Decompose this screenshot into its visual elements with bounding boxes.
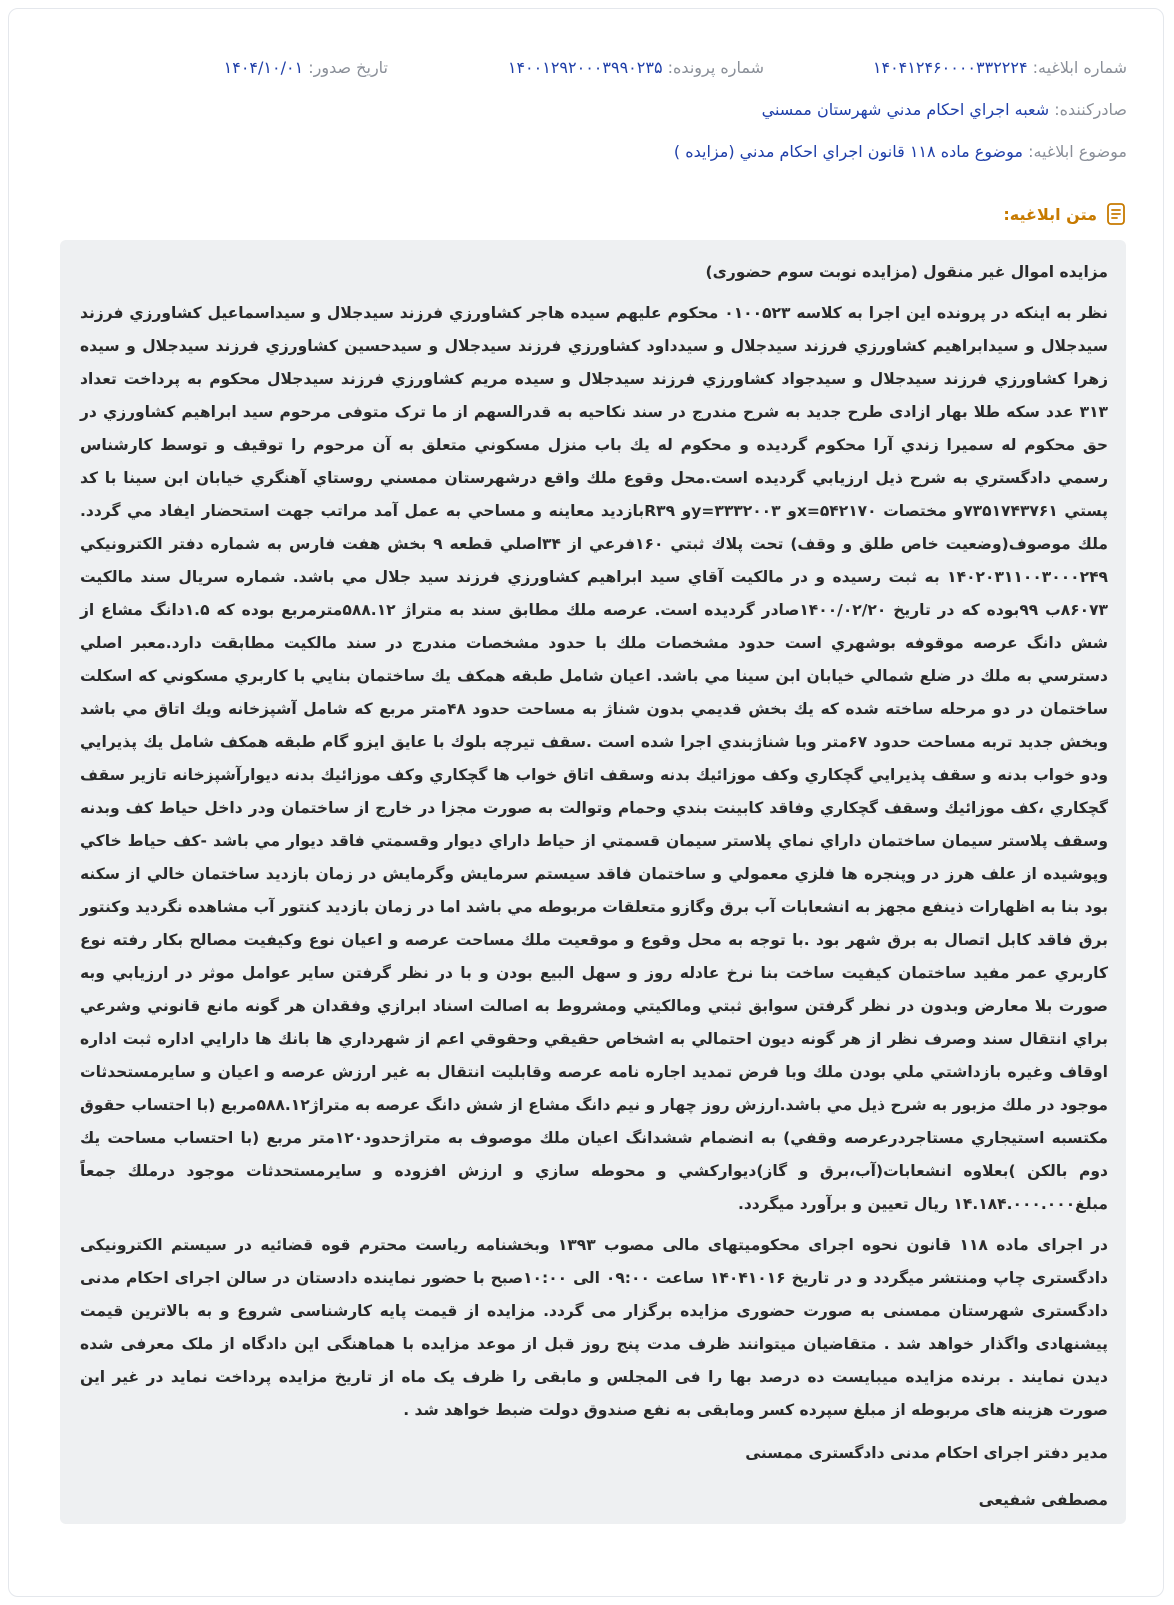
notice-text-header — [1003, 200, 1127, 228]
subject-label: موضوع ابلاغیه: — [1028, 142, 1127, 161]
notice-number-value: ۱۴۰۴۱۲۴۶۰۰۰۰۳۳۲۲۲۴ — [872, 58, 1028, 77]
signer-role: مدیر دفتر اجرای احکام مدنی دادگستری ممسنی — [745, 1444, 1108, 1462]
issue-date — [224, 56, 388, 80]
document-text-icon — [1105, 202, 1127, 226]
subject-value: موضوع ماده ۱۱۸ قانون اجراي احكام مدني (مزايده ) — [673, 142, 1023, 161]
body-paragraph-2: در اجرای ماده ۱۱۸ قانون نحوه اجرای محکومیتهای مالی مصوب ۱۳۹۳ وبخشنامه ریاست محترم قوه قضائیه در سیستم الکترونیکی دادگستری چاپ ومنتشر میگردد و در تاریخ ۱۴۰۴۱۰۱۶ ساعت ۰۹:۰۰ الی ۱۰:۰۰صبح با حضور نماینده دادستان در سالن اجرای احکام مدنی دادگستری شهرستان ممسنی به صورت حضوری مزایده برگزار می گردد. مزایده از قیمت پایه کارشناسی شروع و به بالاترین قیمت پیشنهادی واگذار خواهد شد . متقاضیان میتوانند ظرف مدت پنج روز قبل از موعد مزایده با هماهنگی این دادگاه از ملک معرفی شده دیدن نمایند . برنده مزایده میبایست ده درصد بها را فی المجلس و مابقی را ظرف یک ماه از تاریخ مزایده پرداخت نماید در غیر این صورت هزینه های مربوطه از مبلغ سپرده کسر ومابقی به نفع صندوق دولت ضبط خواهد شد . — [80, 1236, 1109, 1419]
file-number-value: ۱۴۰۰۱۲۹۲۰۰۰۳۹۹۰۲۳۵ — [507, 58, 663, 77]
issuer-value: شعبه اجراي احكام مدني شهرستان ممسني — [761, 100, 1050, 119]
notice-number-label: شماره ابلاغیه: — [1032, 58, 1127, 77]
issue-date-label: تاریخ صدور: — [308, 58, 388, 77]
issuer-row — [762, 98, 1127, 122]
notice-text-title: متن ابلاغیه: — [1003, 204, 1097, 224]
issue-date-value: ۱۴۰۴/۱۰/۰۱ — [223, 58, 304, 77]
issuer-label: صادرکننده: — [1054, 100, 1127, 119]
file-number — [508, 56, 764, 80]
notice-body — [80, 256, 1108, 1525]
subject-row — [674, 140, 1127, 164]
notice-number — [873, 56, 1127, 80]
body-paragraph-1: نظر به اينكه در پرونده اين اجرا به كلاسه ۰۱۰۰۵۲۳ محكوم عليهم سيده هاجر كشاورزي فرزند سيدجلال و سيداسماعيل كشاورزي فرزند سيدجلال و سيدابراهيم كشاورزي فرزند سيدجلال و سيدداود كشاورزي فرزند سيدجلال و سيدحسين كشاورزي فرزند سيدجلال و سيده زهرا كشاورزي فرزند سيدجلال و سيدجواد كشاورزي فرزند سيدجلال و سيده مريم كشاورزي فرزند سيدجلال محكوم به پرداخت تعداد ۳۱۳ عدد سكه طلا بهار ازادی طرح جديد به شرح مندرج در سند نكاحيه به قدرالسهم از ما ترک متوفی مرحوم سيد ابراهيم كشاورزي در حق محكوم له سميرا زندي آرا محكوم گرديده و محكوم له يك باب منزل مسكوني متعلق به آن مرحوم را توقيف و توسط كارشناس رسمي دادگستري به شرح ذيل ارزيابي گرديده است.محل وقوع ملك واقع درشهرستان ممسني روستاي آهنگري خيابان ابن سينا با كد پستي ۷۳۵۱۷۴۳۷۶۱و مختصات x=۵۴۲۱۷۰و y=۳۳۳۲۰۰۳و R۳۹بازديد معاينه و مساحي به عمل آمد مراتب جهت استحضار ايفاد مي گردد. ملك موصوف(وضعيت خاص طلق و وقف) تحت پلاك ثبتي ۱۶۰فرعي از ۳۴اصلي قطعه ۹ بخش هفت فارس به شماره دفتر الكترونيكي ۱۴۰۲۰۳۱۱۰۰۳۰۰۰۲۴۹ به ثبت رسيده و در مالكيت آقاي سيد ابراهيم كشاورزي فرزند سيد جلال مي باشد. شماره سريال سند مالكيت ۸۶۰۷۳ب ۹۹بوده كه در تاريخ ۱۴۰۰/۰۲/۲۰صادر گرديده است. عرصه ملك مطابق سند به متراژ ۵۸۸.۱۲مترمربع بوده كه ۱.۵دانگ مشاع از شش دانگ عرصه موقوفه بوشهري است حدود مشخصات ملك با حدود مشخصات مندرج در سند مالكيت مطابقت دارد.معبر اصلي دسترسي به ملك در ضلع شمالي خيابان ابن سينا مي باشد. اعيان شامل طبقه همكف يك ساختمان بنايي با كاربري مسكوني كه اسكلت ساختمان در دو مرحله ساخته شده كه يك بخش قديمي بدون شناژ به مساحت حدود ۴۸متر مربع كه شامل آشپزخانه ويك اتاق مي باشد وبخش جديد تربه مساحت حدود ۶۷متر وبا شناژبندي اجرا شده است .سقف تيرچه بلوك با عايق ايزو گام طبقه همكف شامل يك پذيرايي ودو خواب بدنه و سقف پذيرايي گچكاري وكف موزائيك بدنه وسقف اتاق خواب ها گچكاري وكف موزائيك بدنه ديوارآشپزخانه تازير سقف گچكاري ،كف موزائيك وسقف گچكاري وفاقد كابينت بندي وحمام وتوالت به صورت مجزا در خارج از ساختمان ودر داخل حياط كف وبدنه وسقف پلاستر سيمان ساختمان داراي نماي پلاستر سيمان قسمتي از حياط داراي ديوار وقسمتي فاقد ديوار مي باشد -كف حياط خاكي وپوشيده از علف هرز در وپنجره ها فلزي معمولي و ساختمان فاقد سيستم سرمايش وگرمايش در زمان بازديد ساختمان خالي از سكنه بود بنا به اظهارات ذينفع مجهز به انشعابات آب برق وگازو متعلقات مربوطه مي باشد اما در زمان بازديد كنتور آب مشاهده نگرديد وكنتور برق فاقد كابل اتصال به برق شهر بود .با توجه به محل وقوع و موقعيت ملك مساحت عرصه و اعيان نوع وكيفيت مصالح بكار رفته نوع كاربري عمر مفيد ساختمان كيفيت ساخت بنا نرخ عادله روز و سهل البيع بودن و با در نظر گرفتن ساير عوامل موثر در ارزيابي وبه صورت بلا معارض وبدون در نظر گرفتن سوابق ثبتي ومالكيتي ومشروط به اصالت اسناد ابرازي وفقدان هر گونه مانع قانوني وشرعي براي انتقال سند وصرف نظر از هر گونه ديون احتمالي به اشخاص حقيقي وحقوقي اعم از شهرداري ها بانك ها دارايي اداره ثبت اداره اوقاف وغيره بازداشتي ملي بودن ملك وبا فرض تمديد اجاره نامه عرصه وقابليت انتقال به غير ارزش عرصه و اعيان و سايرمستحدثات موجود در ملك مزبور به شرح ذيل مي باشد.ارزش روز چهار و نيم دانگ مشاع از شش دانگ عرصه به متراژ۵۸۸.۱۲مربع (با احتساب حقوق مكتسبه استيجاري مستاجردرعرصه وقفي) به انضمام ششدانگ اعيان ملك موصوف به متراژحدود۱۲۰متر مربع (با احتساب مساحت يك دوم بالكن )بعلاوه انشعابات(آب،برق و گاز)ديواركشي و محوطه سازي و ارزش افزوده و سايرمستحدثات موجود درملك جمعاً مبلغ۱۴.۱۸۴.۰۰۰.۰۰۰ ريال تعيين و برآورد ميگردد. — [80, 304, 1109, 1213]
body-heading: مزایده اموال غیر منقول (مزايده نوبت سوم حضوری) — [705, 263, 1108, 281]
signer-name: مصطفی شفیعی — [978, 1491, 1108, 1509]
meta-row-numbers — [40, 56, 1127, 80]
notice-body-panel — [60, 240, 1126, 1524]
file-number-label: شماره پرونده: — [667, 58, 764, 77]
